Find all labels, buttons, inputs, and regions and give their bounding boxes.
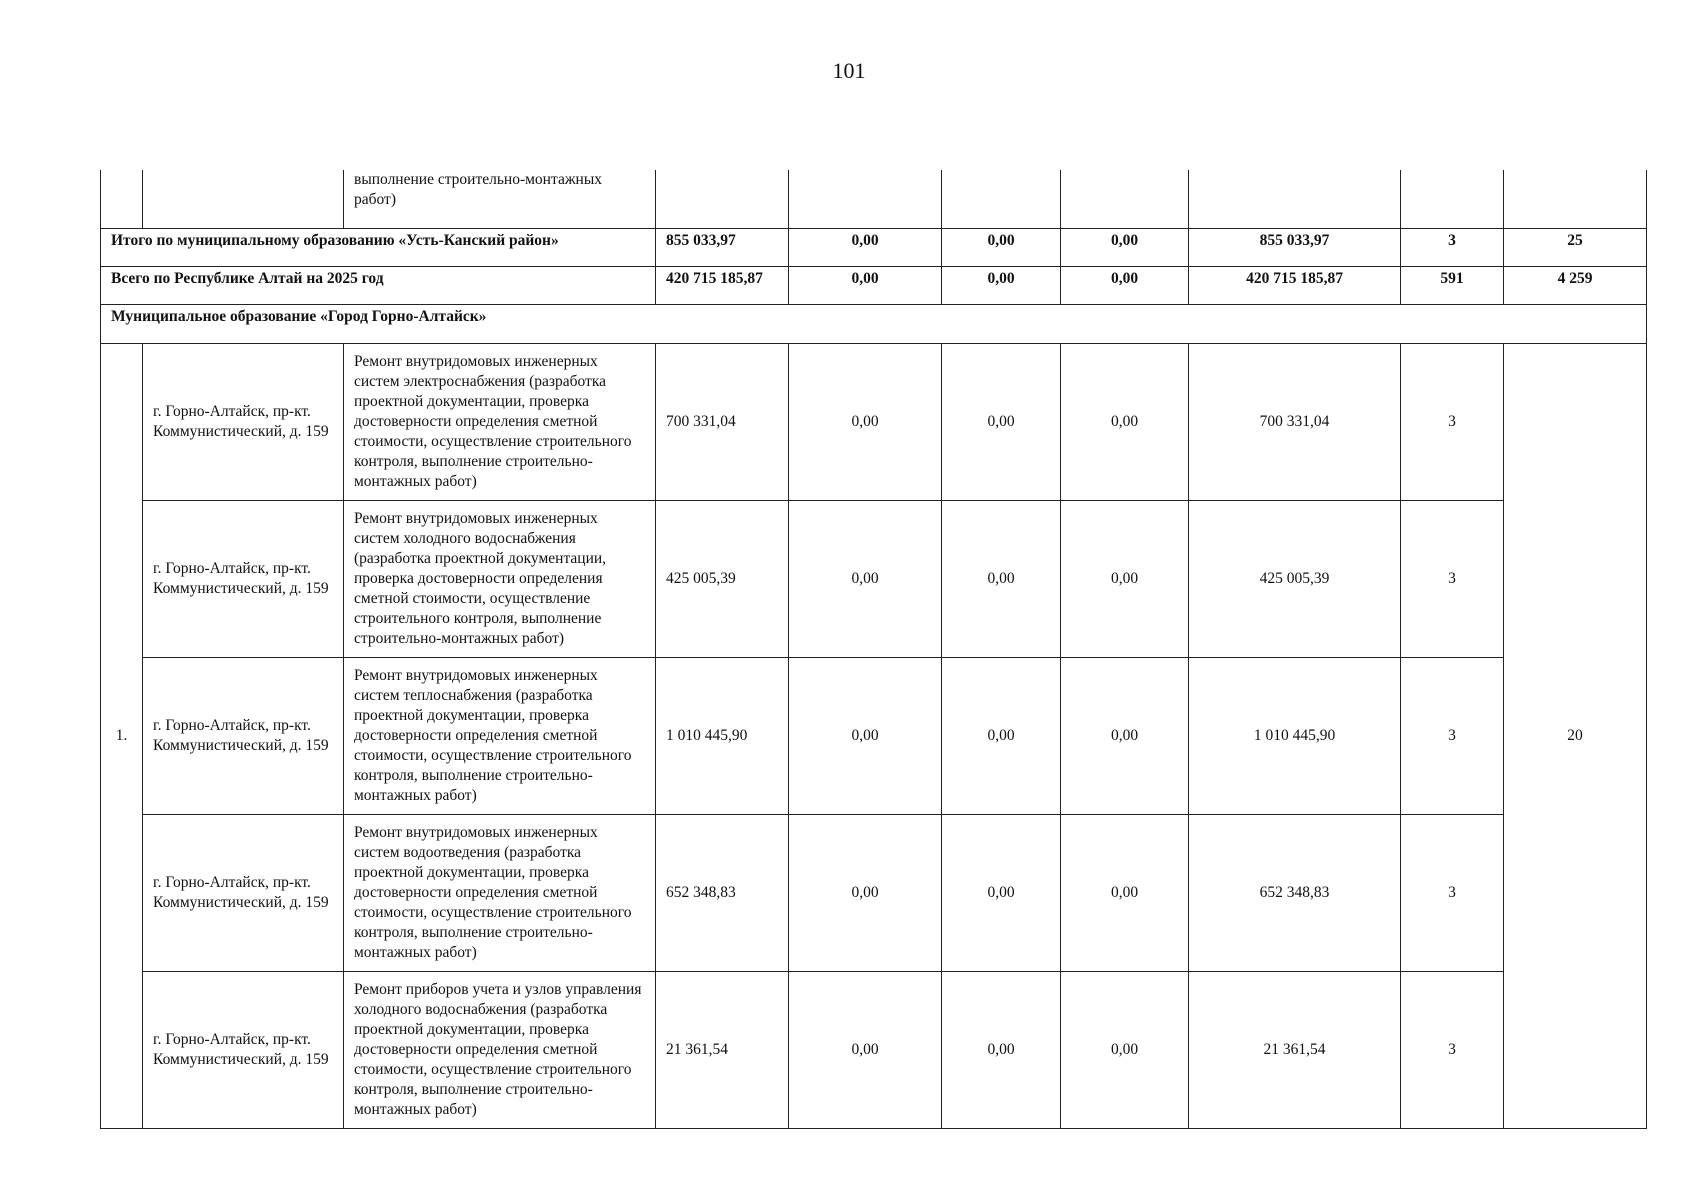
total-cost: 420 715 185,87 [656,267,789,305]
cell-address [143,170,344,229]
total-col9: 3 [1401,229,1504,267]
total-fund: 0,00 [789,267,942,305]
cell-col9: 3 [1401,658,1504,815]
cell-owners: 21 361,54 [1189,972,1401,1129]
cell-cost: 21 361,54 [656,972,789,1129]
total-row-ust-kan [101,229,1647,267]
cell-work: Ремонт приборов учета и узлов управления холодного водоснабжения (разработка проектной документации, проверка достоверности определения сметной стоимости, осуществление строительного контроля, выполнение строительно-монтажных работ) [344,972,656,1129]
total-fund: 0,00 [789,229,942,267]
capital-repair-table [100,170,1647,1129]
cell-cost: 700 331,04 [656,344,789,501]
table-row [101,501,1647,658]
cell-work: Ремонт внутридомовых инженерных систем теплоснабжения (разработка проектной документации, проверка достоверности определения сметной стоимости, осуществление строительного контроля, выполнение строительно-монтажных работ) [344,658,656,815]
cell-col9: 3 [1401,344,1504,501]
cell-owners: 652 348,83 [1189,815,1401,972]
cell-owners: 1 010 445,90 [1189,658,1401,815]
cell-owners: 425 005,39 [1189,501,1401,658]
total-col10: 4 259 [1504,267,1647,305]
cell-budget-rep: 0,00 [942,501,1061,658]
cell-fund: 0,00 [789,658,942,815]
total-budget-local: 0,00 [1061,229,1189,267]
cell-budget-local: 0,00 [1061,344,1189,501]
cell-budget-local: 0,00 [1061,658,1189,815]
cell-fund: 0,00 [789,501,942,658]
cell-budget-rep: 0,00 [942,344,1061,501]
cell-work: Ремонт внутридомовых инженерных систем водоотведения (разработка проектной документации, проверка достоверности определения сметной стоимости, осуществление строительного контроля, выполнение строительно-монтажных работ) [344,815,656,972]
group-col10: 20 [1504,344,1647,1129]
cell-work: Ремонт внутридомовых инженерных систем электроснабжения (разработка проектной документации, проверка достоверности определения сметной стоимости, осуществление строительного контроля, выполнение строительно-монтажных работ) [344,344,656,501]
total-budget-rep: 0,00 [942,267,1061,305]
cell-work: выполнение строительно-монтажных работ) [344,170,656,229]
cell-work: Ремонт внутридомовых инженерных систем холодного водоснабжения (разработка проектной документации, проверка достоверности определения сметной стоимости, осуществление строительного контроля, выполнение строительно-монтажных работ) [344,501,656,658]
cell-col9: 3 [1401,501,1504,658]
municipality-header-row [101,305,1647,344]
cell-address: г. Горно-Алтайск, пр-кт. Коммунистический, д. 159 [143,815,344,972]
total-cost: 855 033,97 [656,229,789,267]
continuation-row [101,170,1647,229]
cell-budget-local: 0,00 [1061,815,1189,972]
cell-address: г. Горно-Алтайск, пр-кт. Коммунистический, д. 159 [143,972,344,1129]
cell-budget-local: 0,00 [1061,501,1189,658]
cell-number [101,170,143,229]
cell-col9: 3 [1401,972,1504,1129]
table-row [101,815,1647,972]
table-row [101,344,1647,501]
total-budget-rep: 0,00 [942,229,1061,267]
cell-col9: 3 [1401,815,1504,972]
cell-budget-rep: 0,00 [942,815,1061,972]
page-number: 101 [832,58,866,83]
cell-address: г. Горно-Алтайск, пр-кт. Коммунистический, д. 159 [143,344,344,501]
table-row [101,972,1647,1129]
municipality-label: Муниципальное образование «Город Горно-Алтайск» [101,305,1647,344]
cell-fund: 0,00 [789,972,942,1129]
cell-cost: 652 348,83 [656,815,789,972]
total-label: Итого по муниципальному образованию «Усть-Канский район» [101,229,656,267]
cell-owners: 700 331,04 [1189,344,1401,501]
table-row [101,658,1647,815]
total-owners: 420 715 185,87 [1189,267,1401,305]
cell-budget-rep: 0,00 [942,658,1061,815]
cell-budget-local: 0,00 [1061,972,1189,1129]
group-number: 1. [101,344,143,1129]
total-label: Всего по Республике Алтай на 2025 год [101,267,656,305]
cell-fund: 0,00 [789,815,942,972]
cell-cost: 425 005,39 [656,501,789,658]
cell-cost: 1 010 445,90 [656,658,789,815]
total-col9: 591 [1401,267,1504,305]
total-owners: 855 033,97 [1189,229,1401,267]
cell-budget-rep: 0,00 [942,972,1061,1129]
total-budget-local: 0,00 [1061,267,1189,305]
total-row-republic [101,267,1647,305]
cell-address: г. Горно-Алтайск, пр-кт. Коммунистический, д. 159 [143,501,344,658]
cell-fund: 0,00 [789,344,942,501]
cell-address: г. Горно-Алтайск, пр-кт. Коммунистический, д. 159 [143,658,344,815]
total-col10: 25 [1504,229,1647,267]
